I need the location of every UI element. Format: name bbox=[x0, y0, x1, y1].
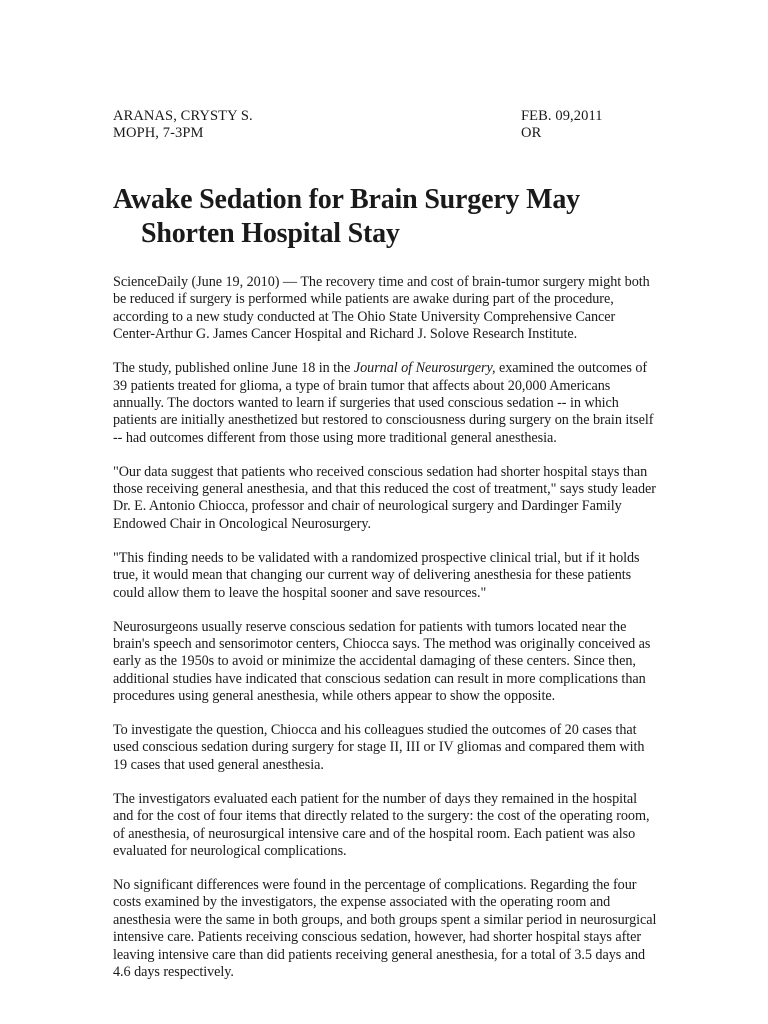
paragraph-1: ScienceDaily (June 19, 2010) — The recovery time and cost of brain-tumor surgery might both be reduced if surgery is performed while patients are awake during part of the procedure, according to a new study conducted at The Ohio State University Comprehensive Cancer Center-Arthur G. James Cancer Hospital and Richard J. Solove Research Institute. bbox=[113, 274, 650, 343]
paragraph-8: No significant differences were found in the percentage of complications. Regarding the four costs examined by the investigators, the expense associated with the operating room and anesthesia were the same in both groups, and both groups spent a similar period in neurosurgical intensive care. Patients receiving conscious sedation, however, had shorter hospital stays after leaving intensive care than did patients receiving general anesthesia, for a total of 3.5 days and 4.6 days respectively. bbox=[113, 876, 657, 980]
paragraph-3: "Our data suggest that patients who received conscious sedation had shorter hospital stays than those receiving general anesthesia, and that this reduced the cost of treatment," says study leader Dr. E. Antonio Chiocca, professor and chair of neurological surgery and Dardinger Family Endowed Chair in Oncological Neurosurgery. bbox=[113, 463, 656, 532]
header-unit: OR bbox=[521, 124, 542, 141]
student-name: ARANAS, CRYSTY S. bbox=[113, 108, 253, 124]
shift-info: MOPH, 7-3PM bbox=[113, 124, 204, 141]
paragraph-5: Neurosurgeons usually reserve conscious sedation for patients with tumors located near the brain's speech and sensorimotor centers, Chiocca says. The method was originally conceived as early as the 1950s to avoid or minimize the accidental damaging of these centers. Since then, additional studies have indicated that conscious sedation can result in more complications than procedures using general anesthesia, while others appear to show the opposite. bbox=[113, 618, 651, 705]
document-page bbox=[113, 108, 658, 998]
paragraph-2-rest: examined the outcomes of 39 patients treated for glioma, a type of brain tumor that affects about 20,000 Americans annually. The doctors wanted to learn if surgeries that used conscious sedation -- in which patients are initially anesthetized but restored to consciousness during surgery on the brain itself -- had outcomes different from those using more traditional general anesthesia. bbox=[113, 360, 654, 446]
header-right bbox=[521, 108, 658, 141]
paragraph-7: The investigators evaluated each patient for the number of days they remained in the hospital and for the cost of four items that directly related to the surgery: the cost of the operating room, of anesthesia, of neurosurgical intensive care and of the hospital room. Each patient was also evaluated for neurological complications. bbox=[113, 790, 650, 859]
journal-name: Journal of Neurosurgery, bbox=[353, 360, 496, 377]
document-header bbox=[113, 108, 658, 141]
paragraph-2 bbox=[113, 360, 658, 447]
article-body bbox=[113, 274, 658, 981]
paragraph-4: "This finding needs to be validated with a randomized prospective clinical trial, but if it holds true, it would mean that changing our current way of delivering anesthesia for these patients could allow them to leave the hospital sooner and save resources." bbox=[113, 549, 640, 601]
paragraph-6: To investigate the question, Chiocca and his colleagues studied the outcomes of 20 cases that used conscious sedation during surgery for stage II, III or IV gliomas and compared them with 19 cases that used general anesthesia. bbox=[113, 722, 645, 773]
header-date: FEB. 09,2011 bbox=[521, 108, 603, 124]
paragraph-2-lead: The study, published online June 18 in the bbox=[113, 360, 354, 377]
article-title: Awake Sedation for Brain Surgery May Shorten Hospital Stay bbox=[113, 184, 580, 249]
header-left bbox=[113, 108, 253, 141]
